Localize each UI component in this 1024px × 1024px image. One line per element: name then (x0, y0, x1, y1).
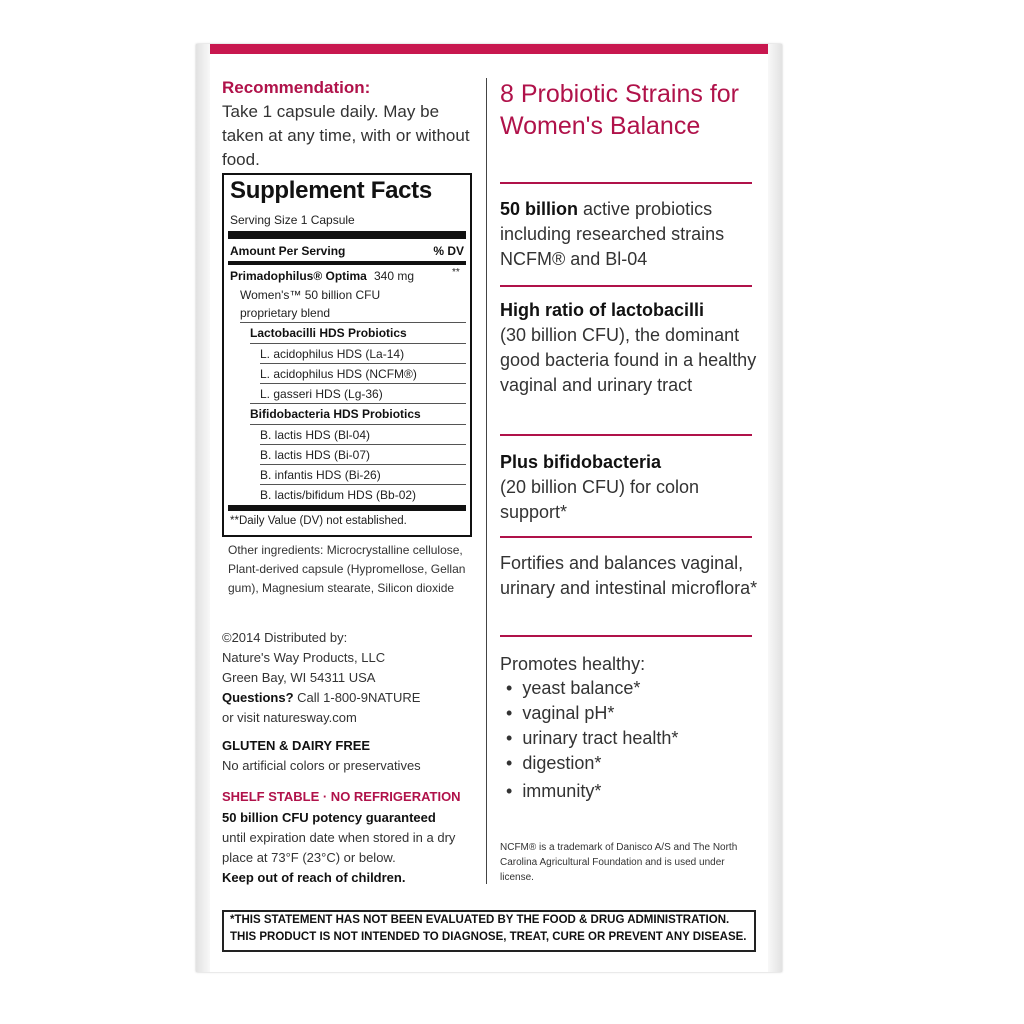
box-top-edge (196, 44, 782, 54)
row-divider (260, 444, 466, 445)
questions-label: Questions? (222, 690, 294, 705)
distributor-line: Nature's Way Products, LLC (222, 650, 386, 665)
row-divider (260, 383, 466, 384)
medium-divider (228, 261, 466, 265)
section-divider (500, 434, 752, 436)
serving-size: Serving Size 1 Capsule (230, 213, 355, 227)
dv-footnote: **Daily Value (DV) not established. (230, 515, 407, 527)
block2-bold: High ratio of lactobacilli (500, 300, 705, 320)
block4-text: Fortifies and balances vaginal, urinary and intestinal microflora* (500, 553, 758, 598)
supplement-facts-title: Supplement Facts (230, 177, 432, 204)
bifido-item: B. lactis/bifidum HDS (Bb-02) (260, 488, 417, 502)
box-left-edge (196, 44, 210, 972)
section-divider (500, 182, 752, 184)
column-divider (486, 78, 487, 884)
recommendation-text: Take 1 capsule daily. May be taken at any time, with or without food. (222, 102, 470, 169)
lacto-item: L. acidophilus HDS (La-14) (260, 347, 405, 361)
bifido-item: B. lactis HDS (Bl-04) (260, 428, 371, 442)
blend-sub2: proprietary blend (240, 306, 331, 320)
promotes-item: • yeast balance* (506, 678, 641, 698)
section-divider (500, 635, 752, 637)
block-bifidobacteria (500, 450, 762, 525)
blend-dv: ** (452, 267, 460, 278)
section-divider (500, 536, 752, 538)
lacto-heading: Lactobacilli HDS Probiotics (250, 326, 407, 340)
bifido-item: B. lactis HDS (Bi-07) (260, 448, 371, 462)
block3-bold: Plus bifidobacteria (500, 452, 662, 472)
row-divider (260, 484, 466, 485)
shelf-stable: SHELF STABLE · NO REFRIGERATION (222, 789, 461, 804)
supplement-facts-panel (222, 173, 472, 537)
row-divider (250, 343, 466, 344)
block-lactobacilli (500, 298, 762, 398)
distributor-info (222, 628, 472, 728)
blend-name: Primadophilus® Optima (230, 269, 367, 283)
distributor-line: ©2014 Distributed by: (222, 630, 348, 645)
ncfm-trademark-note: NCFM® is a trademark of Danisco A/S and The North Carolina Agricultural Foundation and is used under license. (500, 842, 738, 883)
disclaimer-line2: THIS PRODUCT IS NOT INTENDED TO DIAGNOSE, TREAT, CURE OR PREVENT ANY DISEASE. (230, 931, 747, 943)
blend-sub1: Women's™ 50 billion CFU (240, 288, 381, 302)
keep-out: Keep out of reach of children. (222, 870, 406, 885)
no-artificial: No artificial colors or preservatives (222, 758, 421, 773)
promotes-item: • urinary tract health* (506, 728, 679, 748)
block1-bold: 50 billion (500, 199, 579, 219)
lacto-item: L. gasseri HDS (Lg-36) (260, 387, 383, 401)
section-divider (500, 285, 752, 287)
row-divider (260, 363, 466, 364)
promotes-item: • digestion* (506, 753, 602, 773)
bifido-heading: Bifidobacteria HDS Probiotics (250, 407, 421, 421)
promotes-heading: Promotes healthy: (500, 654, 646, 674)
questions-text: Call 1-800-9NATURE (293, 690, 421, 705)
other-ingredients: Other ingredients: Microcrystalline cellulose, Plant-derived capsule (Hypromellose, Gellan gum), Magnesium stearate, Silicon dioxide (228, 543, 466, 595)
fda-disclaimer-box (222, 910, 756, 952)
potency-text: until expiration date when stored in a dry place at 73°F (23°C) or below. (222, 830, 456, 865)
recommendation-heading: Recommendation: (222, 78, 371, 97)
box-right-edge (768, 44, 782, 972)
potency-statement (222, 808, 472, 888)
row-divider (240, 322, 466, 323)
row-divider (250, 403, 466, 404)
block3-text: (20 billion CFU) for colon support* (500, 477, 700, 522)
gluten-dairy-free: GLUTEN & DAIRY FREE (222, 738, 371, 753)
thick-divider (228, 505, 466, 511)
block2-text: (30 billion CFU), the dominant good bacteria found in a healthy vaginal and urinary tract (500, 325, 757, 395)
promotes-item: • immunity* (506, 781, 602, 801)
amount-per-serving-label: Amount Per Serving (230, 244, 346, 258)
block1-text: active probiotics including researched strains NCFM® and Bl-04 (500, 199, 725, 269)
dv-header: % DV (433, 244, 464, 258)
distributor-line: Green Bay, WI 54311 USA (222, 670, 376, 685)
lacto-item: L. acidophilus HDS (NCFM®) (260, 367, 417, 381)
potency-bold: 50 billion CFU potency guaranteed (222, 810, 436, 825)
row-divider (260, 464, 466, 465)
questions-line (222, 688, 472, 708)
strains-heading: 8 Probiotic Strains for Women's Balance (500, 80, 739, 140)
website-line: or visit naturesway.com (222, 710, 357, 725)
bifido-item: B. infantis HDS (Bi-26) (260, 468, 381, 482)
thick-divider (228, 231, 466, 239)
block-50-billion (500, 197, 762, 272)
row-divider (250, 424, 466, 425)
promotes-item: • vaginal pH* (506, 703, 615, 723)
disclaimer-line1: *THIS STATEMENT HAS NOT BEEN EVALUATED BY THE FOOD & DRUG ADMINISTRATION. (230, 914, 730, 926)
blend-amount: 340 mg (374, 269, 415, 283)
